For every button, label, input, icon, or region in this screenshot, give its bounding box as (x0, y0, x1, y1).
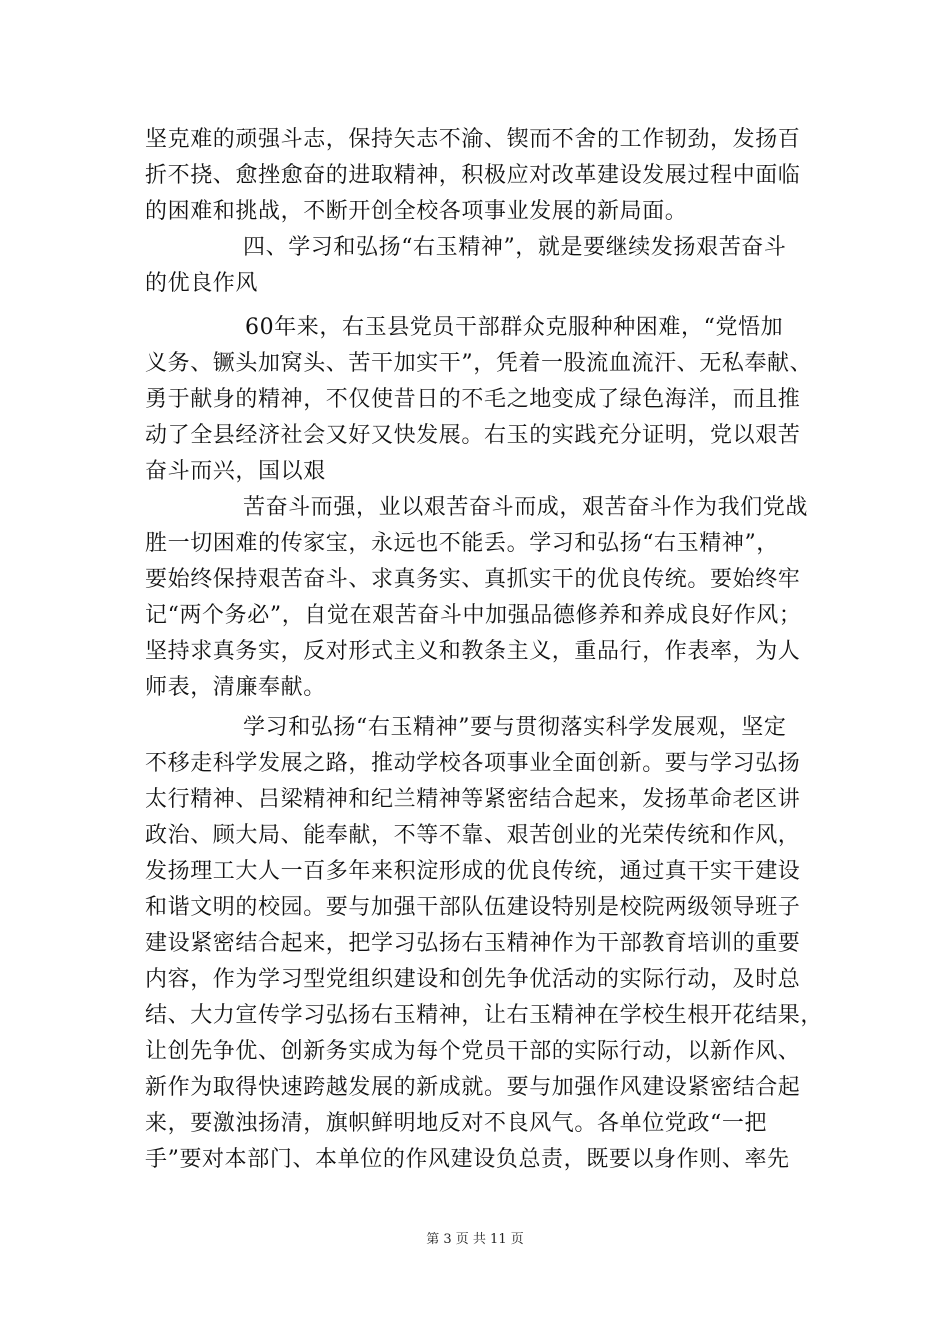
text-line: 不移走科学发展之路，推动学校各项事业全面创新。要与学习弘扬 (145, 751, 801, 776)
page-footer (0, 1231, 950, 1249)
text-line: 建设紧密结合起来，把学习弘扬右玉精神作为干部教育培训的重要 (145, 931, 801, 956)
text-line: 胜一切困难的传家宝，永远也不能丢。学习和弘扬“右玉精神”， (145, 531, 779, 556)
text-line: 义务、镢头加窝头、苦干加实干”，凭着一股流血流汗、无私奉献、 (145, 351, 813, 376)
text-line: 和谐文明的校园。要与加强干部队伍建设特别是校院两级领导班子 (145, 895, 801, 920)
text-line: 让创先争优、创新务实成为每个党员干部的实际行动，以新作风、 (145, 1039, 801, 1064)
text-line: 奋斗而兴，国以艰 (145, 459, 326, 484)
text-line: 太行精神、吕梁精神和纪兰精神等紧密结合起来，发扬革命老区讲 (145, 787, 801, 812)
text-line: 折不挠、愈挫愈奋的进取精神，积极应对改革建设发展过程中面临 (145, 163, 801, 188)
text-line: 新作为取得快速跨越发展的新成就。要与加强作风建设紧密结合起 (145, 1075, 801, 1100)
text-line: 手”要对本部门、本单位的作风建设负总责，既要以身作则、率先 (145, 1147, 790, 1172)
text-line: 学习和弘扬“右玉精神”要与贯彻落实科学发展观，坚定 (243, 715, 787, 740)
text-line: 的困难和挑战，不断开创全校各项事业发展的新局面。 (145, 199, 688, 224)
page-number-label: 第 3 页 共 11 页 (426, 1232, 524, 1247)
text-line: 动了全县经济社会又好又快发展。右玉的实践充分证明，党以艰苦 (145, 423, 801, 448)
text-line: 坚克难的顽强斗志，保持矢志不渝、锲而不舍的工作韧劲，发扬百 (145, 127, 801, 152)
text-line: 要始终保持艰苦奋斗、求真务实、真抓实干的优良传统。要始终牢 (145, 567, 801, 592)
section-heading-line: 的优良作风 (145, 271, 259, 296)
text-line: 师表，清廉奉献。 (145, 675, 326, 700)
text-line: 政治、顾大局、能奉献，不等不靠、艰苦创业的光荣传统和作风， (145, 823, 801, 848)
text-line: 发扬理工大人一百多年来积淀形成的优良传统，通过真干实干建设 (145, 859, 801, 884)
text-line: 内容，作为学习型党组织建设和创先争优活动的实际行动，及时总 (145, 967, 801, 992)
text-line: 坚持求真务实，反对形式主义和教条主义，重品行，作表率，为人 (145, 639, 801, 664)
text-line: 勇于献身的精神，不仅使昔日的不毛之地变成了绿色海洋，而且推 (145, 387, 801, 412)
text-line: 60年来，右玉县党员干部群众克服种种困难，“党悟加 (245, 315, 784, 340)
text-line: 苦奋斗而强，业以艰苦奋斗而成，艰苦奋斗作为我们党战 (243, 495, 809, 520)
section-heading-line: 四、学习和弘扬“右玉精神”，就是要继续发扬艰苦奋斗 (243, 235, 787, 260)
text-line: 记“两个务必”，自觉在艰苦奋斗中加强品德修养和养成良好作风； (145, 603, 802, 628)
text-line: 结、大力宣传学习弘扬右玉精神，让右玉精神在学校生根开花结果， (145, 1003, 824, 1028)
text-line: 来，要激浊扬清，旗帜鲜明地反对不良风气。各单位党政“一把 (145, 1111, 768, 1136)
